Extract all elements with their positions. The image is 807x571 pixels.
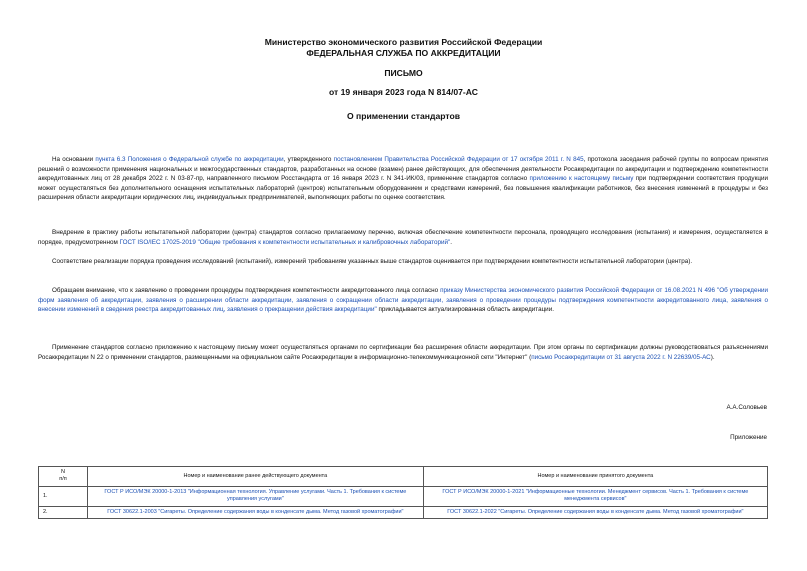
row-number: 2. (39, 506, 88, 518)
paragraph-3: Соответствие реализации порядка проведения исследований (испытаний), измерений требованиям указанных выше стандартов оценивается при подтверждении компетентности испытательной лаборатории (центра). (52, 258, 693, 265)
link-rosaccreditation-letter[interactable]: письмо Росаккредитации от 31 августа 2022 г. N 22639/05-АС (531, 353, 711, 361)
new-document-link[interactable]: ГОСТ Р ИСО/МЭК 20000-1-2021 "Информационные технологии. Менеджмент сервисов. Часть 1. Требования к системе менеджмента сервисов" (423, 486, 767, 506)
signature: А.А.Соловьев (726, 404, 767, 411)
p1-text: , протокола заседания рабочей группы по вопросам принятия решений о возможности применения национальных и межгосударственных стандартов, разработанных на основе (взамен) ранее действующих, для обеспечения деятельности Росаккредитации по аккредитации и подтверждению компетентности аккредитованных лиц от 28 декабря 2022 г. N 03-87-пр, направленного письмом Росстандарта от 16 января 2023 г. N 341-ИК/03, применение стандартов согласно (38, 156, 768, 183)
p1-text: На основании (52, 156, 96, 163)
ministry-title: Министерство экономического развития Российской Федерации (264, 37, 543, 47)
appendix-label: Приложение (730, 434, 767, 441)
col-new-document: Номер и наименование принятого документа (423, 467, 767, 487)
col-number: N п/п (39, 467, 88, 487)
old-document-link[interactable]: ГОСТ 30622.1-2003 "Сигареты. Определение содержания воды в конденсате дыма. Метод газовой хроматографии" (88, 506, 424, 518)
link-government-decree[interactable]: постановлением Правительства Российской Федерации от 17 октября 2011 г. N 845 (333, 156, 584, 163)
standards-table (38, 466, 768, 519)
p2-text: . (450, 238, 453, 246)
doc-type: ПИСЬМО (384, 68, 423, 78)
p5-text: Применение стандартов согласно приложению к настоящему письму может осуществляться органами по сертификации без расширения области аккредитации. При этом органы по сертификации должны руководствоваться разъяснениями Росаккредитации N 22 о применении стандартов, размещенными на официальном сайте Росаккредитации в информационно-телекоммуникационной сети "Интернет" ( (38, 344, 768, 361)
p4-text: прикладывается актуализированная область аккредитации. (376, 306, 554, 314)
p1-text: при подтверждении соответствия продукции может осуществляться без дополнительного оснащения испытательных лабораторий (центров) испытательным оборудованием и средствами измерений, без повышения квалификации работников, без внесения изменений в процедуры и без расширения области аккредитации юридических лиц, индивидуальных предпринимателей, выполняющих работы по оценке соответствия. (38, 175, 768, 202)
row-number: 1. (39, 486, 88, 506)
p2-text: Внедрение в практику работы испытательной лаборатории (центра) стандартов согласно прилагаемому перечню, включая обеспечение компетентности персонала, проводящего исследования (испытания) и измерения, осуществляется в порядке, предусмотренном (38, 229, 768, 246)
old-document-link[interactable]: ГОСТ Р ИСО/МЭК 20000-1-2013 "Информационная технология. Управление услугами. Часть 1. Требования к системе управления услугами" (88, 486, 424, 506)
new-document-link[interactable]: ГОСТ 30622.1-2022 "Сигареты. Определение содержания воды в конденсате дыма. Метод газовой хроматографии" (423, 506, 767, 518)
paragraph-1 (38, 155, 768, 203)
doc-subject: О применении стандартов (346, 111, 460, 121)
link-order-496[interactable]: приказу Министерства экономического развития Российской Федерации от 16.08.2021 N 496 "Об утверждении форм заявления об аккредитации, заявления о расширении области аккредитации, заявления о сокращении области аккредитации, заявления о проведении процедуры подтверждения компетентности аккредитованного лица, заявления о внесении изменений в сведения реестра аккредитованных лиц, заявления о прекращении действия аккредитации" (38, 287, 768, 314)
p5-text: ). (710, 353, 715, 361)
link-regulation[interactable]: пункта 6.3 Положения о Федеральной службе по аккредитации (95, 156, 284, 163)
paragraph-2 (38, 228, 768, 247)
col-old-document: Номер и наименование ранее действующего документа (88, 467, 424, 487)
link-gost-17025[interactable]: ГОСТ ISO/IEC 17025-2019 "Общие требования к компетентности испытательных и калибровочных лабораторий" (119, 238, 451, 246)
service-title: ФЕДЕРАЛЬНАЯ СЛУЖБА ПО АККРЕДИТАЦИИ (306, 48, 501, 58)
p1-text: , утвержденного (283, 156, 334, 163)
table-row (39, 486, 768, 506)
table-row (39, 506, 768, 518)
link-appendix[interactable]: приложению к настоящему письму (529, 175, 634, 183)
p4-text: Обращаем внимание, что к заявлению о проведении процедуры подтверждения компетентности аккредитованного лица согласно (52, 287, 441, 294)
table-header-row (39, 467, 768, 487)
doc-date-number: от 19 января 2023 года N 814/07-АС (329, 87, 478, 97)
paragraph-4 (38, 286, 768, 315)
paragraph-5 (38, 343, 768, 362)
